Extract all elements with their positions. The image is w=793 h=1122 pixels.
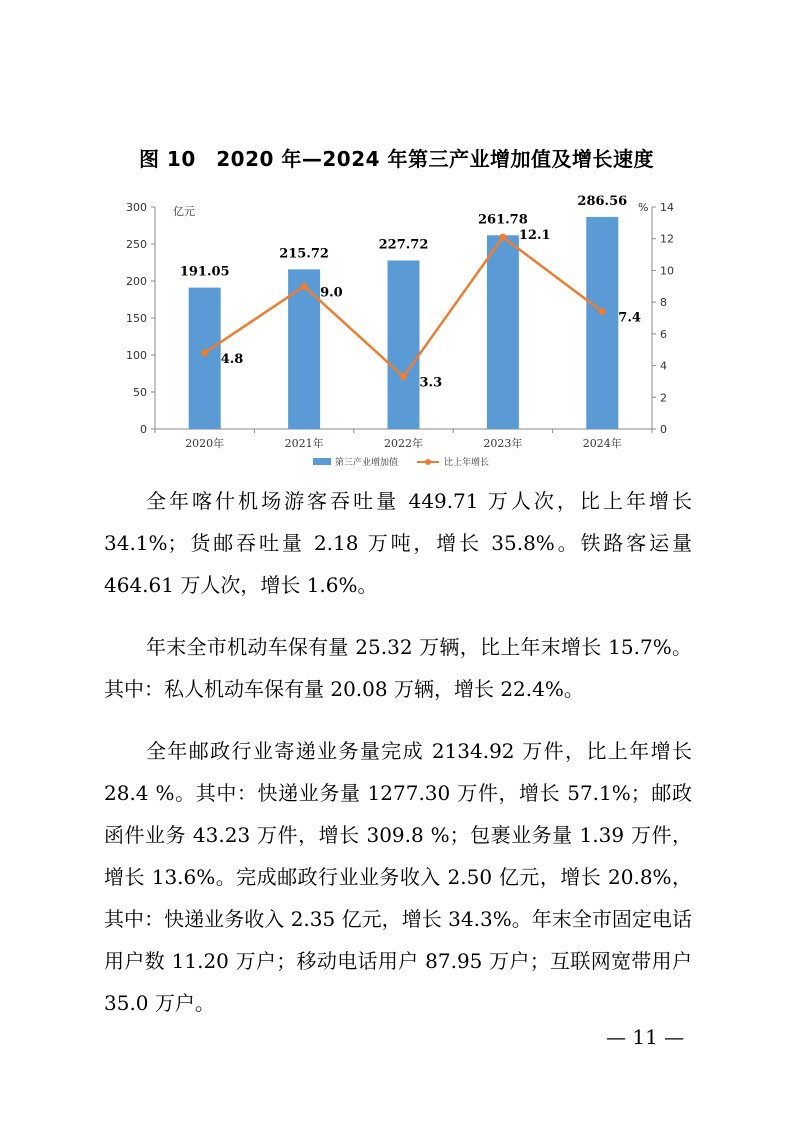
legend-line-marker <box>425 459 431 465</box>
left-tick-label: 250 <box>126 238 147 251</box>
bar-value-label: 227.72 <box>378 237 429 253</box>
left-axis-unit: 亿元 <box>173 205 195 218</box>
right-tick-label: 2 <box>660 391 667 405</box>
right-tick-label: 0 <box>660 423 667 436</box>
bar <box>487 235 519 429</box>
page-number: — 11 — <box>606 1025 685 1049</box>
legend-line-label: 比上年增长 <box>444 458 490 468</box>
growth-point <box>599 308 606 315</box>
right-tick-label: 6 <box>660 327 667 341</box>
paragraph-airport-rail: 全年喀什机场游客吞吐量 449.71 万人次，比上年增长 34.1%；货邮吞吐量 2.18 万吨，增长 35.8%。铁路客运量 464.61 万人次，增长 1.6%。 <box>104 489 692 597</box>
chart <box>0 0 793 480</box>
right-tick-label: 4 <box>660 359 667 373</box>
right-tick-label: 8 <box>660 296 667 310</box>
growth-point <box>400 373 407 380</box>
left-tick-label: 50 <box>133 386 147 399</box>
growth-value-label: 4.8 <box>220 351 244 367</box>
bar-value-label: 286.56 <box>577 193 628 209</box>
bar <box>388 260 420 429</box>
bar-value-label: 191.05 <box>179 264 230 280</box>
growth-point <box>201 349 208 356</box>
paragraph-vehicles: 年末全市机动车保有量 25.32 万辆，比上年末增长 15.7%。其中：私人机动车保有量 20.08 万辆，增长 22.4%。 <box>104 635 692 701</box>
growth-value-label: 7.4 <box>618 310 641 326</box>
right-tick-label: 14 <box>660 201 674 214</box>
x-tick-label: 2021年 <box>284 437 324 450</box>
right-axis-unit: % <box>638 201 649 214</box>
left-tick-label: 200 <box>126 275 147 288</box>
growth-value-label: 9.0 <box>320 285 343 301</box>
x-tick-label: 2024年 <box>582 437 622 450</box>
growth-point <box>499 234 506 241</box>
bar-value-label: 215.72 <box>279 246 329 262</box>
right-tick-label: 12 <box>660 232 674 246</box>
left-tick-label: 0 <box>140 423 147 436</box>
x-tick-label: 2023年 <box>483 437 523 450</box>
figure-title: 图 10 2020 年—2024 年第三产业增加值及增长速度 <box>138 147 655 171</box>
left-tick-label: 100 <box>126 349 147 362</box>
bar <box>189 288 221 429</box>
x-tick-label: 2022年 <box>384 437 423 450</box>
left-tick-label: 300 <box>126 201 147 214</box>
paragraph-postal-telecom: 全年邮政行业寄递业务量完成 2134.92 万件，比上年增长 28.4 %。其中：快递业务量 1277.30 万件，增长 57.1%；邮政函件业务 43.23 万件，增长 309.8 %；包裹业务量 1.39 万件，增长 13.6%。完成邮政行业业务收入 2.50 亿元，增长 20.8%，其中：快递业务收入 2.35 亿元，增长 34.3%。年末全市固定电话用户数 11.20 万户；移动电话用户 87.95 万户；互联网宽带用户 35.0 万户。 <box>104 739 692 1015</box>
body-text <box>104 480 692 1044</box>
growth-value-label: 3.3 <box>419 375 443 391</box>
legend-bar-label: 第三产业增加值 <box>335 458 399 468</box>
bar <box>586 217 618 429</box>
bar-value-label: 261.78 <box>478 212 528 228</box>
legend-bar-swatch <box>313 458 331 465</box>
x-tick-label: 2020年 <box>185 437 225 450</box>
growth-point <box>301 283 308 290</box>
left-tick-label: 150 <box>126 312 147 325</box>
growth-value-label: 12.1 <box>518 228 551 244</box>
right-tick-label: 10 <box>660 264 674 278</box>
